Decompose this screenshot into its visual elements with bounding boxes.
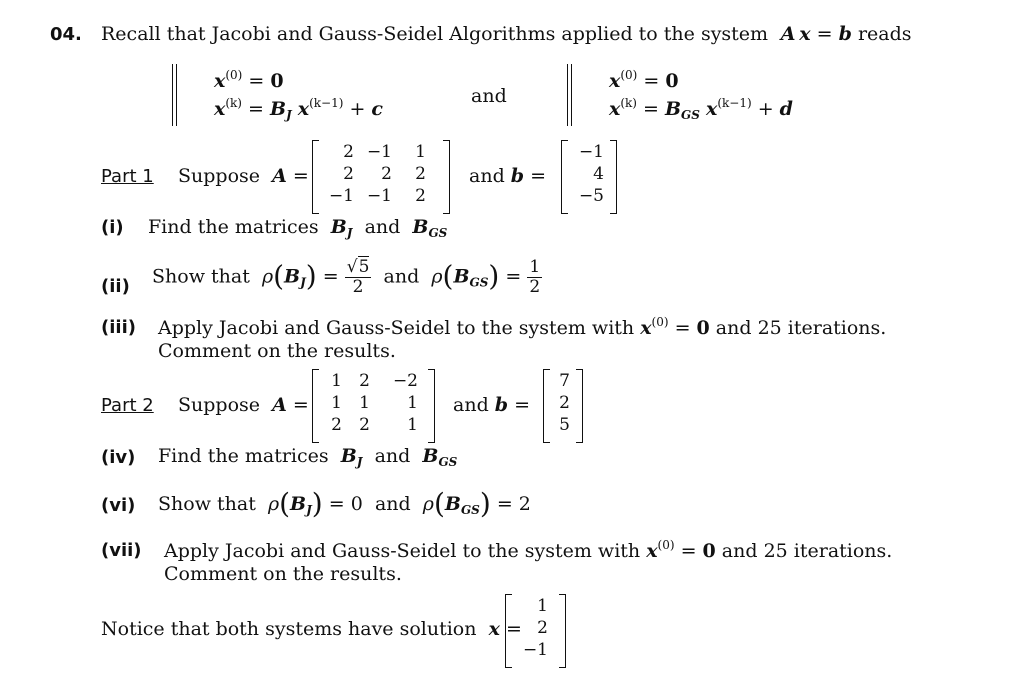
item-vi-label: (vi) (101, 495, 136, 516)
solution-notice: Notice that both systems have solution x = (101, 618, 522, 640)
item-vii-comment: Comment on the results. (164, 563, 402, 585)
part1-A-bracket-left (312, 140, 319, 214)
part2-A-bracket-right (428, 369, 435, 443)
jacobi-iteration: $x^{(k)} = B_J$ $x^{(k-1)} + c$ (214, 96, 383, 122)
solution-vector: 1 2 −1 (522, 596, 548, 660)
part2-label: Part 2 (101, 395, 154, 416)
part1-b-bracket-right (610, 140, 617, 214)
item-vi-text: Show that $\rho(B_J) = 0$ and $\rho(B_{GS}) = 2$ (158, 487, 531, 520)
jacobi-double-bar (172, 64, 177, 126)
reads-text: reads (857, 23, 912, 45)
part2-matrix-A: 1 2 −2 1 1 1 2 2 1 (331, 371, 418, 435)
system-equation: A x (774, 23, 811, 45)
problem-number: 04. (50, 24, 82, 45)
item-iii-label: (iii) (101, 317, 136, 338)
part1-b-bracket-left (561, 140, 568, 214)
part2-A-bracket-left (312, 369, 319, 443)
item-i-label: (i) (101, 217, 124, 238)
item-vii-text: Apply Jacobi and Gauss-Seidel to the system with $x^{(0)} = 0$ and 25 iterations. (164, 538, 893, 562)
problem-intro (101, 23, 912, 45)
part1-A-bracket-right (443, 140, 450, 214)
part2-and-b: and b = (453, 394, 531, 416)
part1-matrix-A: 2 −1 1 2 2 2 −1 −1 2 (328, 142, 426, 206)
item-i-text: Find the matrices $B_J$ and $B_{GS}$ (148, 216, 448, 240)
item-ii-label: (ii) (101, 276, 130, 297)
solution-bracket-left (505, 594, 512, 668)
item-iii-text: Apply Jacobi and Gauss-Seidel to the system with $x^{(0)} = 0$ and 25 iterations. (158, 315, 887, 339)
item-iv-label: (iv) (101, 447, 136, 468)
b-vector-symbol: b (838, 23, 852, 45)
part2-suppose: Suppose A = (178, 394, 309, 416)
item-iii-comment: Comment on the results. (158, 340, 396, 362)
part1-vector-b: −1 4 −5 (578, 142, 604, 206)
part1-suppose: Suppose A = (178, 165, 309, 187)
item-ii-text: Show that $\rho(B_J)$ = $\frac{√5}{2}$ and $\rho(B_{GS})$ = $\frac{1}{2}$ (152, 257, 541, 297)
gs-initial: $x^{(0)} = 0$ (609, 68, 679, 92)
part2-vector-b: 7 2 5 (559, 371, 570, 435)
jacobi-initial: $x^{(0)} = 0$ (214, 68, 284, 92)
algorithms-and: and (471, 85, 507, 107)
equals-sign: = (810, 23, 839, 45)
part1-label: Part 1 (101, 166, 154, 187)
intro-text: Recall that Jacobi and Gauss-Seidel Algorithms applied to the system (101, 23, 769, 45)
gs-double-bar (567, 64, 572, 126)
gs-iteration: $x^{(k)} = B_{GS}$ $x^{(k-1)} + d$ (609, 96, 793, 122)
part2-b-bracket-left (543, 369, 550, 443)
item-iv-text: Find the matrices $B_J$ and $B_{GS}$ (158, 445, 458, 469)
part1-and-b: and b = (469, 165, 547, 187)
item-vii-label: (vii) (101, 540, 142, 561)
solution-bracket-right (559, 594, 566, 668)
part2-b-bracket-right (576, 369, 583, 443)
